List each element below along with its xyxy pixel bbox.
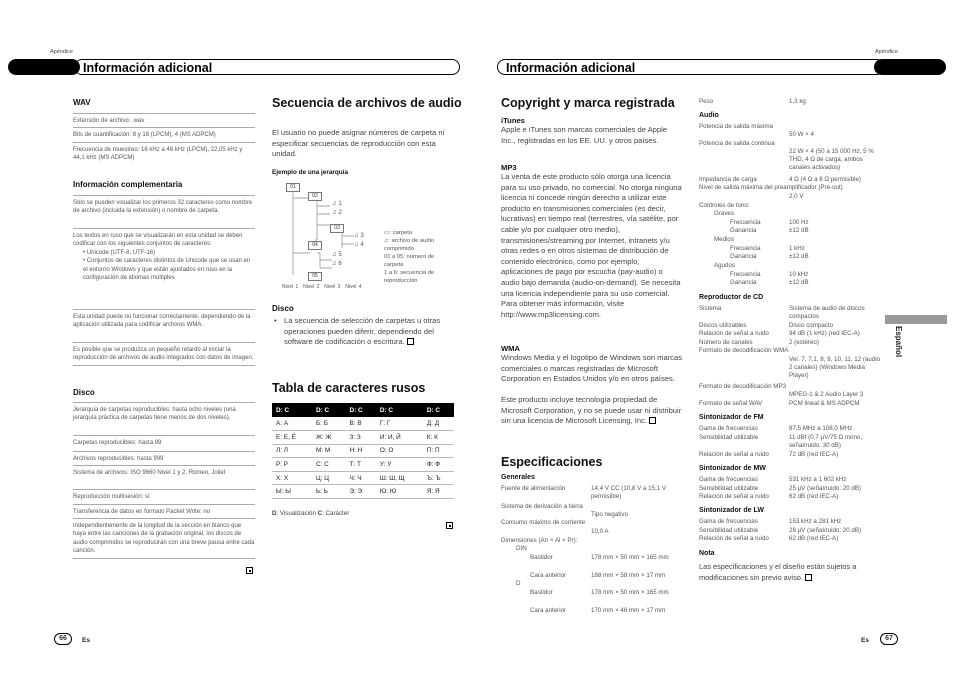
spec-audio-label: Ganancia — [730, 227, 757, 234]
end-mark-inline-icon — [805, 574, 812, 581]
itunes-body: Apple e iTunes son marcas comerciales de Apple Inc., registradas en los EE. UU. y otros países. — [501, 125, 668, 145]
spec-audio-value: ±12 dB — [789, 253, 809, 260]
spec-gen-label: Cara anterior — [530, 572, 567, 579]
bullet-text: Unicode (UTF-8, UTF-16) — [86, 249, 156, 256]
table-cell: Ц: Ц — [312, 471, 346, 485]
spec-audio-value: 4 Ω (4 Ω a 8 Ω permisible) — [789, 176, 861, 183]
table-row — [272, 417, 454, 431]
disco-row-text: Carpetas reproducibles: hasta 99 — [73, 440, 162, 446]
spec-audio-label: Frecuencia — [730, 245, 761, 252]
wav-row-text: Bits de cuantificación: 8 y 16 (LPCM), 4 (MS ADPCM) — [73, 132, 216, 138]
info-row-4 — [73, 342, 255, 366]
table-cell: У: У — [376, 458, 423, 472]
table-cell: Г: Г — [376, 417, 423, 431]
disco-row-3 — [73, 451, 255, 463]
music-note-icon: ♫ — [332, 200, 337, 207]
disco-mid-bullet — [272, 316, 452, 348]
legend-text: 1 a 6: secuencia de reproducción — [384, 270, 435, 284]
table-cell: Э: Э — [346, 485, 376, 499]
disco-row-text: Transferencia de datos en formato Packet Write: no — [73, 509, 211, 515]
footer-lang-right: Es — [861, 637, 869, 644]
table-header-cell: D: C — [376, 403, 423, 417]
folder-icon: ▭ — [384, 230, 390, 236]
wma-body-2 — [501, 395, 683, 427]
table-cell: Ю: Ю — [376, 485, 423, 499]
spec-audio-value: 10 kHz — [789, 271, 809, 278]
disco-left-title: Disco — [73, 388, 95, 397]
footnote-c: C — [317, 510, 323, 517]
bullet-text: La secuencia de selección de carpetas u otras operaciones pueden diferir, dependiendo del software de codificación o escritura. — [284, 316, 441, 347]
header-left: Apéndice — [50, 49, 73, 55]
spec-audio-label: Medios — [714, 236, 734, 243]
wav-row-text: Extensión de archivo: .wav — [73, 118, 145, 124]
spec-fm-value: 87,5 MHz a 108,0 MHz — [789, 425, 853, 432]
spec-cd-value: MPEG-1 & 2 Audio Layer 3 — [789, 391, 864, 398]
spec-audio-label: Nivel de salida máxima del preamplificador (Pre-out) — [699, 184, 843, 191]
table-header-cell: D: C — [272, 403, 312, 417]
info-row-text: Sólo se pueden visualizar los primeros 32 caracteres como nombre de archivo (incluida la extensión) o nombre de carpeta. — [73, 200, 253, 215]
table-cell: Ш: Ш, Щ — [376, 471, 423, 485]
end-mark-inline-icon — [649, 417, 656, 424]
folder-03: 03 — [330, 224, 344, 233]
table-row — [272, 431, 454, 445]
info-row-text: Esta unidad puede no funcionar correctamente, dependiendo de la aplicación utilizada para codificar archivos WMA. — [73, 314, 251, 329]
spec-fm-label: Relación de señal a ruido — [699, 451, 769, 458]
spec-lw-label: Gama de frecuencias — [699, 518, 758, 525]
spec-cd-label: Discos utilizables — [699, 322, 747, 329]
generales-title: Generales — [501, 474, 535, 481]
spec-lw-value: 62 dB (red IEC-A) — [789, 535, 839, 542]
spec-gen-label: Dimensiones (An × Al × Pr): — [501, 537, 578, 544]
spec-cd-value: Sistema de audio de discos compactos — [789, 305, 865, 321]
spec-mw-label: Relación de señal a ruido — [699, 493, 769, 500]
table-cell: Ь: Ь — [312, 485, 346, 499]
table-row — [272, 458, 454, 472]
end-mark-icon — [446, 522, 453, 529]
file-2 — [332, 209, 342, 218]
nota-body — [699, 562, 881, 583]
spec-mw-value: 25 µV (señal/ruido: 20 dB) — [789, 485, 862, 492]
wma-body-2-text: Este producto incluye tecnología propiedad de Microsoft Corporation, y no se puede usar ni distribuir sin una licencia de Microsoft Licensing, Inc. — [501, 395, 682, 426]
file-5 — [332, 251, 342, 260]
spec-cd-label: Formato de decodificación WMA — [699, 347, 789, 354]
wma-body-1: Windows Media y el logotipo de Windows son marcas comerciales o marcas registradas de Microsoft Corporation en Estados Unidos y/o en otros países. — [501, 353, 683, 384]
spec-gen-value: Tipo negativo — [591, 511, 628, 518]
legend-text: : archivo de audio comprimido — [384, 238, 435, 252]
info-row-3 — [73, 309, 255, 330]
level-label: Nivel 4 — [345, 284, 362, 290]
tabla-title: Tabla de caracteres rusos — [272, 381, 426, 395]
wav-row-2 — [73, 127, 255, 139]
spec-mw-value: 531 kHz a 1 602 kHz — [789, 476, 847, 483]
table-cell: К: К — [423, 431, 454, 445]
table-header-cell: D: C — [346, 403, 376, 417]
spec-cd-label: Número de canales — [699, 339, 753, 346]
table-cell: Я: Я — [423, 485, 454, 499]
mp3-body: La venta de este producto sólo otorga una licencia para su uso privado, no comercial. No otorga ninguna licencia ni concede ningún derecho a utilizar este producto en transmisiones comerciales (es decir, lucrativas) en tiempo real (terrestres, vía satélite, por cable y/o por cualquier otro medio), transmisiones/streaming por Internet, intranets y/u otras redes o en otros sistemas de distribución de contenido electrónico, como por ejemplo, aplicaciones de pago por escucha (pay-audio) o audio bajo demanda (audio-on-demand). Se necesita una licencia independiente para su uso comercial. Para obtener más información, visite http://www.mp3licensing.com. — [501, 172, 682, 319]
file-1 — [332, 200, 342, 209]
section-pill-right — [874, 59, 946, 75]
page-number-left: 66 — [54, 633, 72, 645]
table-row — [272, 471, 454, 485]
section-pill-left — [8, 59, 80, 75]
disco-row-text: Jerarquía de carpetas reproducibles: hasta ocho niveles (una jerarquía práctica de carpetas tiene menos de dos niveles). — [73, 407, 236, 422]
hierarchy-levels — [282, 284, 362, 290]
table-cell: Р: Р — [272, 458, 312, 472]
table-cell: З: З — [346, 431, 376, 445]
section-bar-right — [497, 59, 885, 75]
spec-lw-label: Sensibilidad utilizable — [699, 527, 759, 534]
spec-mw-label: Gama de frecuencias — [699, 476, 758, 483]
spec-fm-value: 72 dB (red IEC-A) — [789, 451, 839, 458]
disco-row-1 — [73, 402, 255, 423]
spec-cd-value: Disco compacto — [789, 322, 834, 329]
table-cell: Ф: Ф — [423, 458, 454, 472]
spec-gen-label: Sistema de derivación a tierra — [501, 503, 583, 510]
info-row-text: Es posible que se produzca un pequeño retardo al iniciar la reproducción de archivos de audio integrados con datos de imagen. — [73, 347, 254, 362]
nota-title: Nota — [699, 550, 715, 557]
russian-table — [272, 403, 454, 499]
disco-row-text: Independientemente de la longitud de la sección en blanco que haya entre las canciones de la grabación original, los discos de audio comprimidos se reproducirán con una breve pausa entre cada canción. — [73, 523, 255, 555]
file-num: 5 — [338, 251, 342, 258]
info-row-text: Los textos en ruso que se visualizarán en esta unidad se deben codificar con los siguientes conjuntos de caracteres: — [73, 233, 243, 248]
spec-lw-label: Relación de señal a ruido — [699, 535, 769, 542]
footnote-text: : Carácter — [322, 510, 350, 517]
secuencia-body: El usuario no puede asignar números de carpeta ni especificar secuencias de reproducción con esta unidad. — [272, 128, 445, 159]
table-cell: В: В — [346, 417, 376, 431]
spec-cd-value: 2 (estéreo) — [789, 339, 819, 346]
info-title: Información complementaria — [73, 180, 183, 189]
table-cell: Т: Т — [346, 458, 376, 472]
table-cell: Ч: Ч — [346, 471, 376, 485]
table-cell: Б: Б — [312, 417, 346, 431]
table-cell: С: С — [312, 458, 346, 472]
music-note-icon: ♫ — [354, 232, 359, 239]
folder-02: 02 — [308, 192, 322, 201]
footnote-text: : Visualización — [276, 510, 318, 517]
disco-row-7 — [73, 518, 255, 559]
wma-title: WMA — [501, 344, 520, 353]
audio-title: Audio — [699, 112, 719, 119]
fm-title: Sintonizador de FM — [699, 414, 764, 421]
spec-audio-label: Ganancia — [730, 279, 757, 286]
file-num: 2 — [338, 209, 342, 216]
spec-peso-value: 1,3 kg — [789, 98, 806, 105]
folder-04: 04 — [308, 241, 322, 250]
spec-gen-label: Fuente de alimentación — [501, 485, 566, 492]
wav-row-3 — [73, 142, 255, 168]
table-header-row — [272, 403, 454, 417]
especificaciones-title: Especificaciones — [501, 455, 603, 469]
table-row — [272, 485, 454, 499]
spec-cd-label: Formato de decodificación MP3 — [699, 383, 787, 390]
wav-title: WAV — [73, 98, 91, 107]
spec-gen-label: Bastidor — [530, 554, 553, 561]
spec-cd-label: Sistema — [699, 305, 722, 312]
spec-audio-value: 50 W × 4 — [789, 131, 814, 138]
file-4 — [354, 241, 364, 250]
disco-row-6 — [73, 504, 255, 516]
level-label: Nivel 1 — [282, 284, 299, 290]
spec-audio-label: Potencia de salida máxima — [699, 123, 773, 130]
spec-gen-label: Cara anterior — [530, 607, 567, 614]
language-tab-bar — [885, 315, 947, 324]
table-cell: О: О — [376, 444, 423, 458]
section-title-left: Información adicional — [83, 61, 213, 75]
info-row-2 — [73, 228, 255, 282]
file-num: 3 — [360, 232, 364, 239]
table-cell: Н: Н — [346, 444, 376, 458]
spec-mw-label: Sensibilidad utilizable — [699, 485, 759, 492]
spec-cd-value: 94 dB (1 kHz) (red IEC-A) — [789, 330, 860, 337]
level-label: Nivel 2 — [303, 284, 320, 290]
wav-row-text: Frecuencia de muestreo: 16 kHz a 48 kHz (LPCM), 22,05 kHz y 44,1 kHz (MS ADPCM) — [73, 147, 243, 162]
info-bullet-1: • Unicode (UTF-8, UTF-16) — [83, 249, 156, 256]
table-cell: Л: Л — [272, 444, 312, 458]
spec-fm-label: Gama de frecuencias — [699, 425, 758, 432]
end-mark-inline-icon — [407, 338, 414, 345]
level-label: Nivel 3 — [324, 284, 341, 290]
table-cell: Х: Х — [272, 471, 312, 485]
hierarchy-lines — [280, 180, 390, 290]
disco-row-text: Reproducción multisesión: sí — [73, 494, 150, 500]
spec-audio-label: Agudos — [714, 262, 735, 269]
spec-gen-label: Consumo máximo de corriente — [501, 519, 586, 526]
spec-gen-value: 188 mm × 58 mm × 17 mm — [591, 572, 666, 579]
hierarchy-legend — [384, 229, 454, 285]
spec-gen-value: 178 mm × 50 mm × 165 mm — [591, 554, 669, 561]
cd-title: Reproductor de CD — [699, 294, 764, 301]
header-right: Apéndice — [875, 49, 898, 55]
file-num: 4 — [360, 241, 364, 248]
legend-text: : carpeta — [389, 230, 413, 236]
secuencia-title: Secuencia de archivos de audio — [272, 96, 462, 110]
table-row — [272, 444, 454, 458]
disco-row-text: Archivos reproducibles: hasta 999 — [73, 456, 164, 462]
spec-cd-value: Ver. 7, 7.1, 8, 9, 10, 11, 12 (audio 2 canales) (Windows Media Player) — [789, 356, 881, 380]
legend-text: 01 a 05: número de carpeta — [384, 254, 435, 268]
footer-lang-left: Es — [82, 637, 90, 644]
spec-audio-label: Potencia de salida continua — [699, 140, 775, 147]
section-bar-left — [74, 59, 460, 75]
spec-audio-value: 2,0 V — [789, 193, 804, 200]
spec-gen-label: DIN — [516, 545, 527, 552]
spec-gen-label: Bastidor — [530, 589, 553, 596]
spec-audio-label: Impedancia de carga — [699, 176, 757, 183]
itunes-title: iTunes — [501, 116, 525, 125]
spec-audio-value: 22 W × 4 (50 a 15 000 Hz, 5 % THD, 4 Ω de carga, ambos canales activados) — [789, 148, 874, 172]
spec-audio-value: 1 kHz — [789, 245, 805, 252]
spec-fm-label: Sensibilidad utilizable — [699, 434, 759, 441]
spec-audio-value: ±12 dB — [789, 279, 809, 286]
page-number-right: 67 — [880, 633, 898, 645]
disco-row-text: Sistema de archivos: ISO 9660 Nivel 1 y 2, Romeo, Joliet — [73, 470, 226, 476]
hierarchy-title: Ejemplo de una jerarquía — [272, 169, 348, 176]
music-note-icon: ♫ — [332, 260, 337, 267]
music-note-icon: ♫ — [332, 209, 337, 216]
spec-audio-value: ±12 dB — [789, 227, 809, 234]
spec-gen-label: D — [516, 580, 521, 587]
spec-gen-value: 14,4 V CC (10,8 V a 15,1 V permisible) — [591, 485, 666, 501]
music-note-icon: ♫ — [332, 251, 337, 258]
info-bullet-2: • Conjuntos de caracteres distintos de Unicode que se usan en el entorno Windows y que están ajustados en ruso en la configuración de idiomas múltiples — [83, 258, 251, 282]
spec-gen-value: 178 mm × 50 mm × 165 mm — [591, 589, 669, 596]
file-num: 6 — [338, 260, 342, 267]
spec-audio-label: Frecuencia — [730, 219, 761, 226]
spec-cd-label: Relación de señal a ruido — [699, 330, 769, 337]
spec-mw-value: 62 dB (red IEC-A) — [789, 493, 839, 500]
language-tab — [891, 326, 905, 376]
tabla-footnote — [272, 510, 349, 517]
spec-cd-label: Formato de señal WAV — [699, 400, 763, 407]
table-cell: Ы: Ы — [272, 485, 312, 499]
language-label: Español — [894, 326, 903, 358]
disco-mid-title: Disco — [272, 304, 294, 313]
info-row-1 — [73, 195, 255, 216]
table-cell: М: М — [312, 444, 346, 458]
spec-gen-value: 170 mm × 46 mm × 17 mm — [591, 607, 666, 614]
spec-gen-value: 10,0 A — [591, 528, 609, 535]
disco-row-5 — [73, 489, 255, 501]
table-header-cell: D: C — [423, 403, 454, 417]
table-cell: И: И, Й — [376, 431, 423, 445]
file-3 — [354, 232, 364, 241]
disco-row-2 — [73, 435, 255, 447]
bullet-text: Conjuntos de caracteres distintos de Unicode que se usan en el entorno Windows y que están ajustados en ruso en la configuración de idiomas múltiples — [83, 258, 251, 282]
table-cell: П: П — [423, 444, 454, 458]
table-cell: Ж: Ж — [312, 431, 346, 445]
spec-fm-value: 11 dBf (0,7 µV/75 Ω mono, señal/ruido: 30 dB) — [789, 434, 863, 450]
table-cell: Ъ: Ъ — [423, 471, 454, 485]
spec-audio-value: 100 Hz — [789, 219, 809, 226]
table-cell: Д: Д — [423, 417, 454, 431]
spec-cd-value: PCM lineal & MS ADPCM — [789, 400, 860, 407]
lw-title: Sintonizador de LW — [699, 507, 764, 514]
section-title-right: Información adicional — [506, 61, 636, 75]
nota-text: Las especificaciones y el diseño están sujetos a modificaciones sin previo aviso. — [699, 562, 857, 582]
spec-peso-label: Peso — [699, 98, 714, 105]
bullet-icon: • — [274, 316, 277, 325]
spec-audio-label: Frecuencia — [730, 271, 761, 278]
file-6 — [332, 260, 342, 269]
spec-lw-value: 28 µV (señal/ruido: 20 dB) — [789, 527, 862, 534]
copyright-title: Copyright y marca registrada — [501, 96, 675, 110]
footnote-d: D — [272, 510, 277, 517]
wav-row-1 — [73, 113, 255, 125]
end-mark-icon — [246, 567, 253, 574]
table-header-cell: D: C — [312, 403, 346, 417]
table-cell: Е: Е, Ё — [272, 431, 312, 445]
mw-title: Sintonizador de MW — [699, 465, 766, 472]
music-note-icon: ♫ — [354, 241, 359, 248]
table-cell: А: А — [272, 417, 312, 431]
disco-row-4 — [73, 465, 255, 477]
spec-audio-label: Controles de tono: — [699, 202, 750, 209]
folder-05: 05 — [308, 272, 322, 281]
spec-audio-label: Graves — [714, 210, 734, 217]
folder-01: 01 — [286, 183, 300, 192]
spec-audio-label: Ganancia — [730, 253, 757, 260]
music-note-icon: ♫ — [384, 238, 389, 244]
file-num: 1 — [338, 200, 342, 207]
mp3-title: MP3 — [501, 163, 517, 172]
spec-lw-value: 153 kHz a 281 kHz — [789, 518, 842, 525]
